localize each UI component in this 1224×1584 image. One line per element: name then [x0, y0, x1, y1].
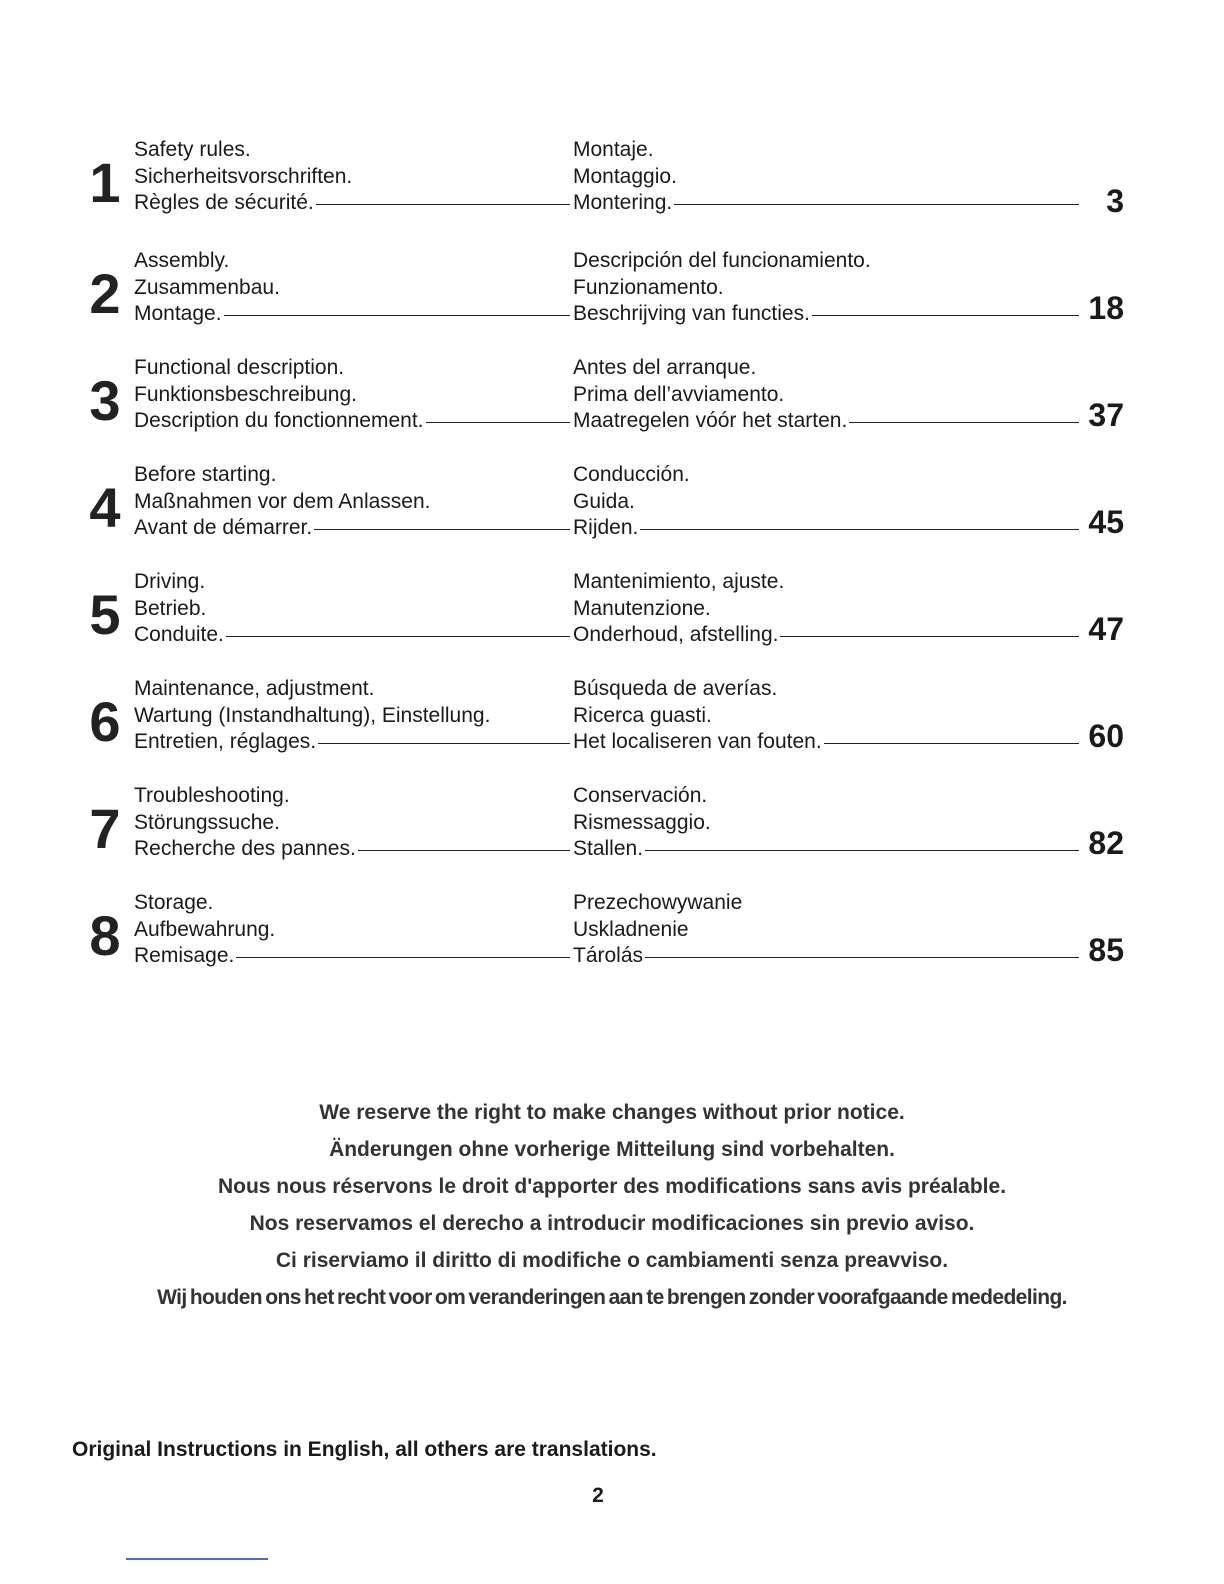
section-number: 3 [89, 369, 121, 432]
section-number: 1 [89, 151, 121, 214]
toc-title: Prima dell’avviamento. [573, 382, 785, 406]
dot-leader [224, 315, 570, 316]
notice-german: Änderungen ohne vorherige Mitteilung sind vorbehalten. [329, 1138, 895, 1161]
toc-right-column [573, 137, 1079, 217]
toc-title: Remisage. [134, 944, 235, 967]
toc-title: Sicherheitsvorschriften. [134, 164, 353, 188]
toc-title: Conducción. [573, 463, 690, 486]
dot-leader [849, 422, 1079, 423]
toc-title: Montage. [134, 302, 222, 325]
toc-page-number: 47 [1088, 611, 1124, 647]
toc-title: Maintenance, adjustment. [134, 677, 375, 700]
dot-leader [426, 422, 571, 423]
dot-leader [640, 529, 1079, 530]
page-number: 2 [592, 1484, 604, 1507]
toc-title: Assembly. [134, 249, 230, 272]
toc-title: Rijden. [573, 516, 639, 539]
toc-entry [0, 676, 1224, 766]
toc-title: Description du fonctionnement. [134, 409, 424, 432]
section-number: 5 [89, 583, 121, 646]
section-number: 6 [89, 690, 121, 753]
toc-right-column [573, 569, 1079, 649]
dot-leader [316, 204, 570, 205]
toc-right-column [573, 462, 1079, 542]
toc-title: Prezechowywanie [573, 891, 743, 914]
toc-entry [0, 890, 1224, 980]
toc-left-column [134, 676, 570, 756]
toc-title: Onderhoud, afstelling. [573, 623, 779, 646]
dot-leader [226, 636, 570, 637]
toc-title: Recherche des pannes. [134, 837, 356, 860]
original-instructions-note: Original Instructions in English, all others are translations. [72, 1438, 657, 1461]
toc-page-number: 60 [1088, 718, 1124, 754]
toc-title: Aufbewahrung. [134, 917, 276, 941]
toc-left-column [134, 248, 570, 328]
toc-title: Rismessaggio. [573, 810, 711, 834]
toc-title: Safety rules. [134, 138, 251, 161]
toc-entry [0, 355, 1224, 445]
toc-right-column [573, 248, 1079, 328]
dot-leader [318, 743, 570, 744]
notice-french: Nous nous réservons le droit d'apporter des modifications sans avis préalable. [217, 1175, 1007, 1198]
toc-title: Störungssuche. [134, 810, 280, 834]
toc-title: Antes del arranque. [573, 356, 757, 379]
toc-left-column [134, 783, 570, 863]
toc-title: Entretien, réglages. [134, 730, 317, 753]
toc-title: Montering. [573, 191, 673, 214]
dot-leader [812, 315, 1079, 316]
toc-page-number: 85 [1088, 932, 1124, 968]
toc-title: Règles de sécurité. [134, 191, 314, 214]
toc-entry [0, 783, 1224, 873]
dot-leader [358, 850, 570, 851]
notice-italian: Ci riserviamo il diritto di modifiche o cambiamenti senza preavviso. [275, 1249, 949, 1272]
dot-leader [780, 636, 1079, 637]
toc-title: Maßnahmen vor dem Anlassen. [134, 489, 431, 513]
toc-right-column [573, 783, 1079, 863]
toc-title: Funktionsbeschreibung. [134, 382, 357, 406]
toc-title: Mantenimiento, ajuste. [573, 570, 785, 593]
toc-title: Descripción del funcionamiento. [573, 249, 871, 272]
toc-title: Búsqueda de averías. [573, 677, 778, 700]
toc-title: Functional description. [134, 356, 345, 379]
toc-title: Beschrijving van functies. [573, 302, 810, 325]
toc-title: Tárolás [573, 944, 644, 967]
dot-leader [674, 204, 1079, 205]
toc-left-column [134, 890, 570, 970]
toc-left-column [134, 355, 570, 435]
toc-title: Het localiseren van fouten. [573, 730, 822, 753]
toc-title: Betrieb. [134, 596, 207, 620]
toc-title: Funzionamento. [573, 275, 724, 299]
dot-leader [824, 743, 1079, 744]
toc-left-column [134, 569, 570, 649]
toc-entry [0, 569, 1224, 659]
dot-leader [314, 529, 570, 530]
toc-page-number: 3 [1106, 183, 1124, 219]
toc-entry [0, 137, 1224, 227]
change-notices [0, 1094, 1224, 1316]
toc-title: Ricerca guasti. [573, 703, 712, 727]
toc-left-column [134, 462, 570, 542]
toc-title: Wartung (Instandhaltung), Einstellung. [134, 703, 491, 727]
toc-title: Uskladnenie [573, 917, 689, 941]
toc-right-column [573, 355, 1079, 435]
toc-right-column [573, 890, 1079, 970]
toc-title: Guida. [573, 489, 635, 513]
toc-title: Maatregelen vóór het starten. [573, 409, 848, 432]
toc-entry [0, 248, 1224, 338]
toc-title: Montaggio. [573, 164, 677, 188]
section-number: 7 [89, 797, 121, 860]
toc-left-column [134, 137, 570, 217]
section-number: 8 [89, 904, 121, 967]
notice-spanish: Nos reservamos el derecho a introducir modificaciones sin previo aviso. [249, 1212, 975, 1235]
toc-title: Troubleshooting. [134, 784, 290, 807]
dot-leader [236, 957, 570, 958]
footer-rule [126, 1558, 268, 1560]
toc-page-number: 82 [1088, 825, 1124, 861]
toc-title: Storage. [134, 891, 214, 914]
toc-title: Conduite. [134, 623, 224, 646]
dot-leader [645, 850, 1079, 851]
toc-entry [0, 462, 1224, 552]
notice-dutch: Wij houden ons het recht voor om veranderingen aan te brengen zonder voorafgaande mededeling. [157, 1286, 1067, 1309]
toc-title: Before starting. [134, 463, 277, 486]
toc-title: Montaje. [573, 138, 654, 161]
toc-title: Driving. [134, 570, 206, 593]
section-number: 4 [89, 476, 121, 539]
toc-title: Avant de démarrer. [134, 516, 313, 539]
toc-page-number: 45 [1088, 504, 1124, 540]
section-number: 2 [89, 262, 121, 325]
toc-title: Stallen. [573, 837, 644, 860]
toc-title: Zusammenbau. [134, 275, 280, 299]
toc-title: Conservación. [573, 784, 708, 807]
toc-right-column [573, 676, 1079, 756]
toc-page-number: 18 [1088, 290, 1124, 326]
toc-title: Manutenzione. [573, 596, 711, 620]
toc-page-number: 37 [1088, 397, 1124, 433]
dot-leader [645, 957, 1079, 958]
notice-english: We reserve the right to make changes without prior notice. [319, 1101, 905, 1124]
